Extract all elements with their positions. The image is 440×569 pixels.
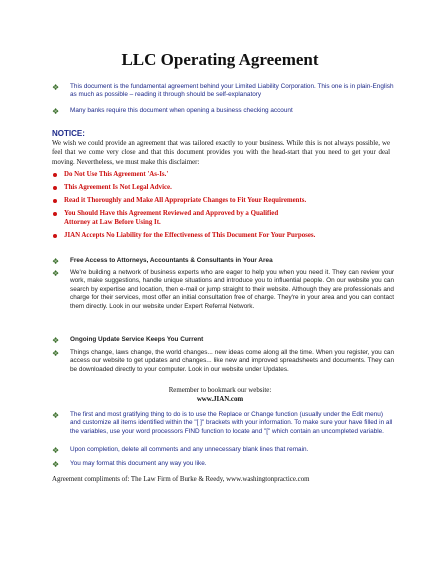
tip-text-3: You may format this document any way you like. bbox=[70, 460, 207, 467]
section-2-heading: Ongoing Update Service Keeps You Current bbox=[70, 336, 204, 343]
diamond-bullet-icon: ❖ bbox=[52, 269, 60, 278]
red-bullet-icon bbox=[53, 173, 57, 177]
notice-heading: NOTICE: bbox=[52, 129, 85, 138]
red-bullet-icon bbox=[53, 234, 57, 238]
notice-item-text-1: Do Not Use This Agreement 'As-Is.' bbox=[64, 171, 169, 178]
diamond-bullet-icon: ❖ bbox=[52, 460, 60, 469]
bookmark-url[interactable]: www.JIAN.com bbox=[196, 396, 244, 403]
intro-text-2: Many banks require this document when opening a business checking account bbox=[70, 107, 293, 114]
diamond-bullet-icon: ❖ bbox=[52, 349, 60, 358]
notice-item-text-4: You Should Have this Agreement Reviewed and Approved by a Qualified Attorney at Law Before Using It. bbox=[64, 210, 279, 227]
footer-credit: Agreement compliments of: The Law Firm of Burke & Reedy, www.washingtonpractice.com bbox=[52, 476, 310, 483]
bookmark-text: Remember to bookmark our website: bbox=[168, 387, 272, 394]
red-bullet-icon bbox=[53, 199, 57, 203]
tip-text-2: Upon completion, delete all comments and any unnecessary blank lines that remain. bbox=[70, 446, 309, 453]
diamond-bullet-icon: ❖ bbox=[52, 336, 60, 345]
notice-item-text-3: Read it Thoroughly and Make All Appropriate Changes to Fit Your Requirements. bbox=[64, 197, 307, 204]
red-bullet-icon bbox=[53, 186, 57, 190]
intro-text-1: This document is the fundamental agreement behind your Limited Liability Corporation. This one is in plain-English as much as possible – reading it through should be self-explanatory bbox=[70, 83, 394, 99]
notice-text: We wish we could provide an agreement that was tailored exactly to your business. While this is not always possible, we feel that we come very close and that this document provides you with the head-start that you need to get your deal moving. Nevertheless, we must make this disclaimer: bbox=[52, 140, 390, 166]
diamond-bullet-icon: ❖ bbox=[52, 257, 60, 266]
diamond-bullet-icon: ❖ bbox=[52, 107, 60, 116]
document-title: LLC Operating Agreement bbox=[121, 50, 319, 69]
diamond-bullet-icon: ❖ bbox=[52, 411, 60, 420]
diamond-bullet-icon: ❖ bbox=[52, 446, 60, 455]
diamond-bullet-icon: ❖ bbox=[52, 83, 60, 92]
section-2-text: Things change, laws change, the world changes... new ideas come along all the time. When you register, you can access our website to get updates and changes... like new and improved spreadsheets and documents. They can be downloaded directly to your computer. Look in our website under Updates. bbox=[70, 349, 394, 373]
notice-item-text-2: This Agreement Is Not Legal Advice. bbox=[64, 184, 172, 191]
section-1-text: We're building a network of business experts who are eager to help you when you need it. They can review your work, make suggestions, handle unique situations and introduce you to influential people. On our website you can search by expertise and location, then e-mail or jump straight to their website. Although they are professionals and charge for their services, most offer an initial consultation free of charge. They're in your area and you can contact them directly. Look in our website under Expert Referral Network. bbox=[70, 269, 394, 310]
tip-text-1: The first and most gratifying thing to do is to use the Replace or Change function (usually under the Edit menu) and customize all items identified within the "[ ]" brackets with your information. To make sure your have filled in all the variables, use your word processors FIND function to locate and "[" which contain an uncompleted variable. bbox=[70, 411, 393, 435]
red-bullet-icon bbox=[53, 212, 57, 216]
notice-item-text-5: JIAN Accepts No Liability for the Effectiveness of This Document For Your Purposes. bbox=[64, 232, 316, 239]
section-1-heading: Free Access to Attorneys, Accountants & Consultants in Your Area bbox=[70, 257, 273, 264]
